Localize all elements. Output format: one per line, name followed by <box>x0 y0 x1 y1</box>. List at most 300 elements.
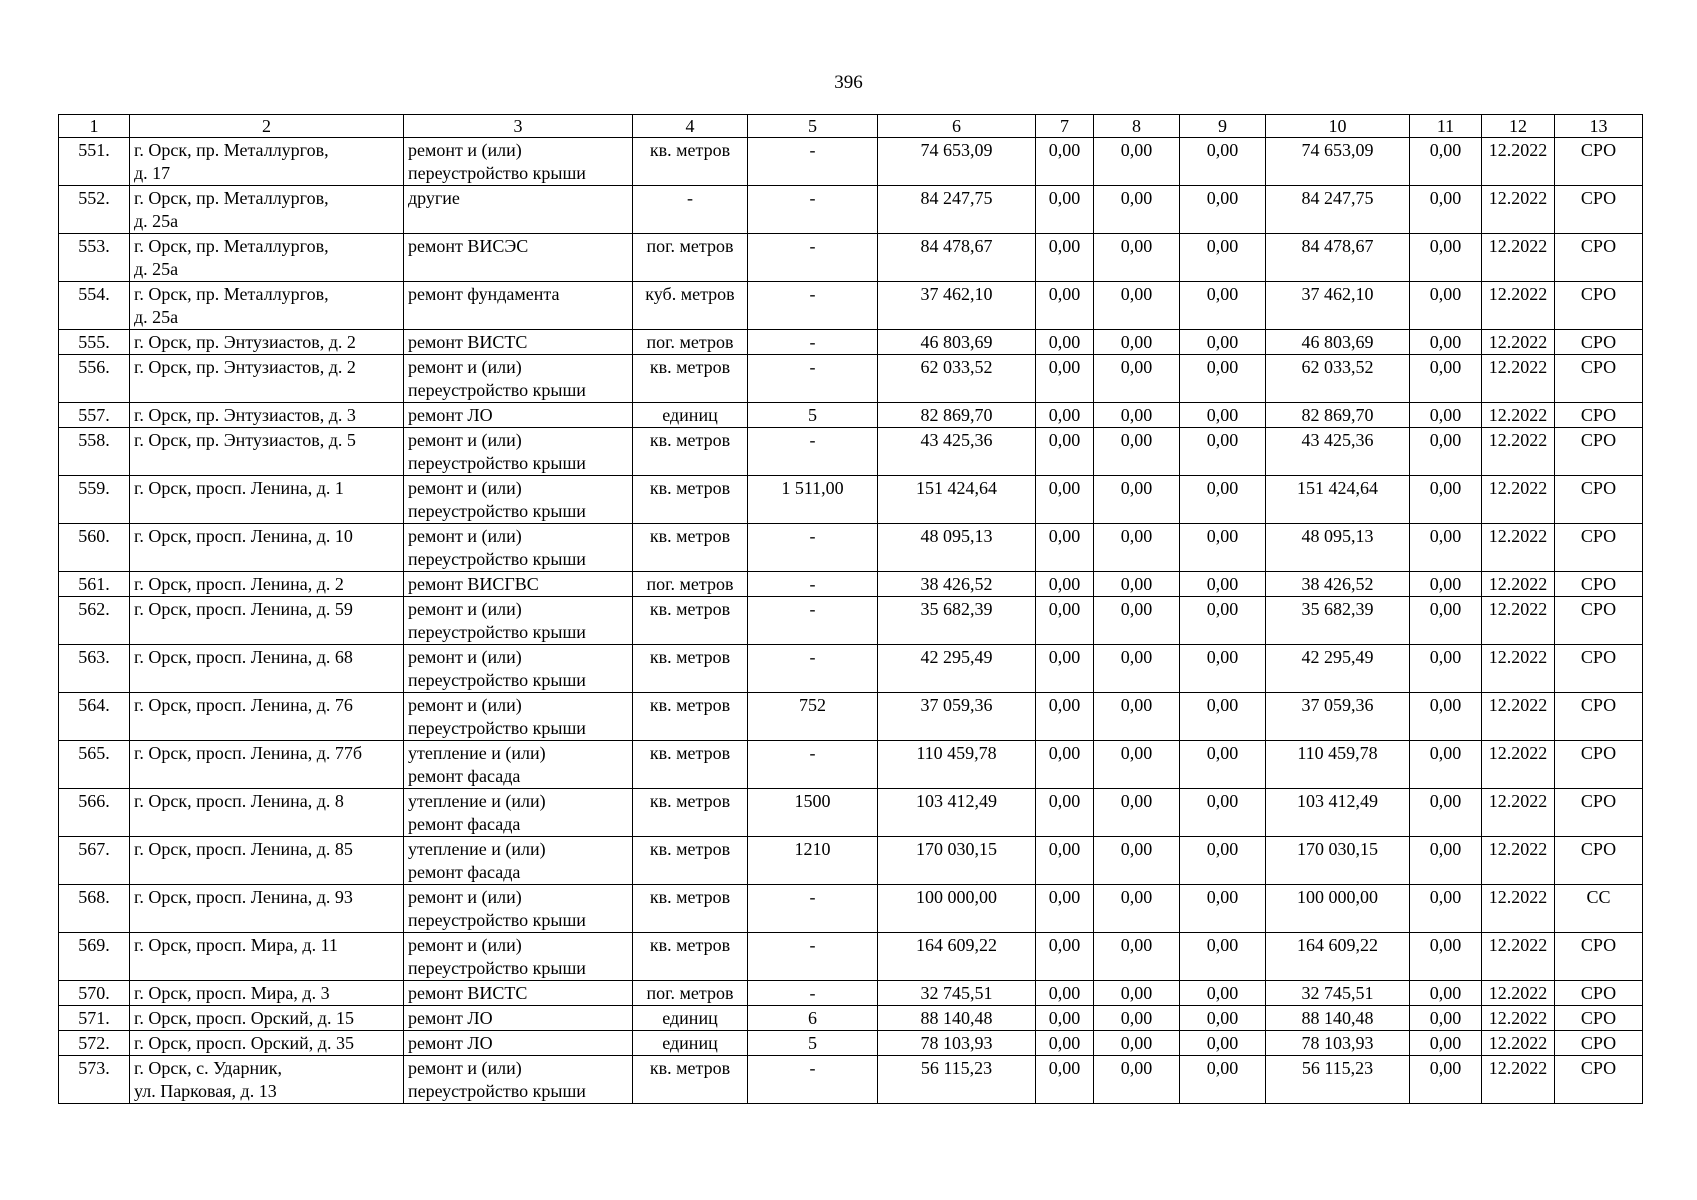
fund-source-cell <box>1180 572 1266 597</box>
repair-registry-table <box>58 114 1643 1104</box>
fund-source-cell <box>1180 330 1266 355</box>
fund-source-cell-text: 0,00 <box>1120 430 1153 450</box>
table-row <box>59 572 1643 597</box>
fund-source-cell <box>1410 645 1482 693</box>
fund-type-cell <box>1555 1006 1643 1031</box>
fund-source-cell-text: 0,00 <box>1120 695 1153 715</box>
fund-source-cell-text: 84 247,75 <box>1301 188 1374 208</box>
fund-source-cell <box>1266 234 1410 282</box>
fund-type-cell-text: СРО <box>1580 599 1617 619</box>
fund-source-cell-text: 0,00 <box>1429 695 1462 715</box>
total-cost-cell-text: 82 869,70 <box>920 405 993 425</box>
fund-type-cell-text: СРО <box>1580 405 1617 425</box>
table-row <box>59 1056 1643 1104</box>
total-cost-cell-text: 74 653,09 <box>920 140 993 160</box>
fund-source-cell <box>1036 186 1094 234</box>
table-row <box>59 693 1643 741</box>
fund-source-cell-text: 0,00 <box>1429 599 1462 619</box>
fund-source-cell <box>1410 1031 1482 1056</box>
quantity-cell <box>748 837 878 885</box>
work-type-cell-text: ремонт и (или) переустройство крыши <box>408 526 586 569</box>
address-cell-text: г. Орск, пр. Энтузиастов, д. 3 <box>134 405 356 425</box>
unit-cell <box>633 138 748 186</box>
unit-cell-text: кв. метров <box>649 599 731 619</box>
page-number: 396 <box>834 72 863 93</box>
unit-cell-text: кв. метров <box>649 647 731 667</box>
address-cell-text: г. Орск, просп. Ленина, д. 93 <box>134 887 353 907</box>
row-number <box>59 524 130 572</box>
address-cell <box>130 1056 404 1104</box>
fund-source-cell-text: 0,00 <box>1429 791 1462 811</box>
deadline-cell-text: 12.2022 <box>1488 887 1548 907</box>
total-cost-cell-text: 78 103,93 <box>920 1033 993 1053</box>
unit-cell-text: кв. метров <box>649 839 731 859</box>
fund-type-cell <box>1555 693 1643 741</box>
work-type-cell <box>404 572 633 597</box>
total-cost-cell <box>878 597 1036 645</box>
address-cell <box>130 234 404 282</box>
total-cost-cell <box>878 1006 1036 1031</box>
unit-cell <box>633 1006 748 1031</box>
fund-source-cell <box>1036 693 1094 741</box>
fund-type-cell-text: СРО <box>1580 791 1617 811</box>
quantity-cell <box>748 645 878 693</box>
fund-source-cell-text: 0,00 <box>1120 405 1153 425</box>
deadline-cell <box>1482 645 1555 693</box>
fund-source-cell <box>1036 476 1094 524</box>
row-number-text: 555. <box>78 332 110 352</box>
fund-source-cell-text: 0,00 <box>1206 236 1239 256</box>
row-number <box>59 933 130 981</box>
fund-type-cell-text: СРО <box>1580 236 1617 256</box>
total-cost-cell <box>878 234 1036 282</box>
table-row <box>59 885 1643 933</box>
fund-source-cell <box>1266 885 1410 933</box>
address-cell <box>130 282 404 330</box>
fund-source-cell-text: 0,00 <box>1206 599 1239 619</box>
fund-source-cell-text: 0,00 <box>1048 236 1081 256</box>
table-row <box>59 789 1643 837</box>
row-number <box>59 234 130 282</box>
deadline-cell <box>1482 1006 1555 1031</box>
fund-source-cell <box>1036 1031 1094 1056</box>
deadline-cell <box>1482 789 1555 837</box>
unit-cell-text: кв. метров <box>649 478 731 498</box>
work-type-cell <box>404 933 633 981</box>
fund-source-cell-text: 0,00 <box>1120 791 1153 811</box>
column-number-header-row <box>59 115 1643 138</box>
unit-cell-text: кв. метров <box>649 791 731 811</box>
fund-source-cell <box>1094 789 1180 837</box>
total-cost-cell <box>878 1031 1036 1056</box>
row-number <box>59 403 130 428</box>
fund-source-cell <box>1036 234 1094 282</box>
fund-type-cell <box>1555 645 1643 693</box>
fund-source-cell-text: 0,00 <box>1048 405 1081 425</box>
fund-source-cell <box>1094 981 1180 1006</box>
fund-source-cell-text: 0,00 <box>1429 357 1462 377</box>
fund-source-cell <box>1094 885 1180 933</box>
address-cell <box>130 933 404 981</box>
total-cost-cell-text: 56 115,23 <box>920 1058 993 1078</box>
fund-type-cell-text: СРО <box>1580 574 1617 594</box>
fund-source-cell-text: 0,00 <box>1048 791 1081 811</box>
row-number-text: 551. <box>78 140 110 160</box>
table-row <box>59 403 1643 428</box>
row-number-text: 560. <box>78 526 110 546</box>
deadline-cell <box>1482 138 1555 186</box>
fund-source-cell <box>1180 476 1266 524</box>
fund-source-cell <box>1180 981 1266 1006</box>
fund-source-cell-text: 37 059,36 <box>1301 695 1374 715</box>
address-cell <box>130 693 404 741</box>
fund-type-cell <box>1555 1031 1643 1056</box>
fund-source-cell <box>1266 572 1410 597</box>
address-cell <box>130 138 404 186</box>
total-cost-cell <box>878 933 1036 981</box>
address-cell <box>130 572 404 597</box>
quantity-cell <box>748 282 878 330</box>
table-row <box>59 837 1643 885</box>
fund-source-cell <box>1094 428 1180 476</box>
fund-source-cell <box>1410 476 1482 524</box>
column-number-7: 7 <box>1036 115 1094 138</box>
deadline-cell <box>1482 885 1555 933</box>
deadline-cell-text: 12.2022 <box>1488 357 1548 377</box>
row-number-text: 566. <box>78 791 110 811</box>
unit-cell-text: кв. метров <box>649 1058 731 1078</box>
row-number-text: 570. <box>78 983 110 1003</box>
fund-type-cell <box>1555 355 1643 403</box>
fund-source-cell-text: 0,00 <box>1048 743 1081 763</box>
fund-source-cell-text: 0,00 <box>1048 983 1081 1003</box>
column-number-2: 2 <box>130 115 404 138</box>
quantity-cell <box>748 885 878 933</box>
work-type-cell-text: ремонт и (или) переустройство крыши <box>408 599 586 642</box>
fund-type-cell-text: СРО <box>1580 935 1617 955</box>
row-number-text: 564. <box>78 695 110 715</box>
fund-source-cell <box>1036 428 1094 476</box>
unit-cell <box>633 741 748 789</box>
fund-source-cell-text: 0,00 <box>1120 332 1153 352</box>
fund-source-cell <box>1410 403 1482 428</box>
row-number <box>59 645 130 693</box>
fund-source-cell <box>1180 1006 1266 1031</box>
fund-source-cell <box>1094 282 1180 330</box>
table-row <box>59 933 1643 981</box>
fund-source-cell <box>1266 837 1410 885</box>
fund-source-cell-text: 0,00 <box>1206 188 1239 208</box>
fund-source-cell <box>1036 572 1094 597</box>
fund-source-cell-text: 56 115,23 <box>1301 1058 1374 1078</box>
row-number-text: 573. <box>78 1058 110 1078</box>
work-type-cell-text: ремонт и (или) переустройство крыши <box>408 1058 586 1101</box>
deadline-cell-text: 12.2022 <box>1488 526 1548 546</box>
deadline-cell-text: 12.2022 <box>1488 839 1548 859</box>
fund-source-cell <box>1180 837 1266 885</box>
fund-source-cell-text: 74 653,09 <box>1301 140 1374 160</box>
address-cell <box>130 476 404 524</box>
fund-type-cell-text: СРО <box>1580 839 1617 859</box>
address-cell-text: г. Орск, просп. Мира, д. 11 <box>134 935 338 955</box>
unit-cell-text: куб. метров <box>645 284 735 304</box>
fund-source-cell-text: 0,00 <box>1206 839 1239 859</box>
address-cell <box>130 645 404 693</box>
fund-source-cell-text: 0,00 <box>1048 430 1081 450</box>
fund-source-cell-text: 0,00 <box>1048 478 1081 498</box>
fund-source-cell-text: 0,00 <box>1120 983 1153 1003</box>
fund-source-cell <box>1094 572 1180 597</box>
total-cost-cell <box>878 645 1036 693</box>
deadline-cell <box>1482 282 1555 330</box>
row-number <box>59 1031 130 1056</box>
fund-type-cell-text: СРО <box>1580 983 1617 1003</box>
deadline-cell-text: 12.2022 <box>1488 647 1548 667</box>
fund-source-cell-text: 0,00 <box>1120 743 1153 763</box>
quantity-cell <box>748 693 878 741</box>
deadline-cell-text: 12.2022 <box>1488 405 1548 425</box>
fund-source-cell <box>1036 282 1094 330</box>
row-number-text: 563. <box>78 647 110 667</box>
work-type-cell <box>404 355 633 403</box>
fund-source-cell <box>1094 693 1180 741</box>
quantity-cell <box>748 933 878 981</box>
deadline-cell <box>1482 1056 1555 1104</box>
total-cost-cell-text: 164 609,22 <box>916 935 997 955</box>
work-type-cell <box>404 1056 633 1104</box>
deadline-cell-text: 12.2022 <box>1488 284 1548 304</box>
address-cell-text: г. Орск, пр. Металлургов, д. 25а <box>134 188 329 231</box>
fund-source-cell-text: 48 095,13 <box>1301 526 1374 546</box>
fund-source-cell <box>1180 597 1266 645</box>
fund-source-cell <box>1094 403 1180 428</box>
deadline-cell <box>1482 981 1555 1006</box>
quantity-cell-text: - <box>809 188 816 208</box>
work-type-cell-text: ремонт и (или) переустройство крыши <box>408 478 586 521</box>
fund-source-cell <box>1410 933 1482 981</box>
unit-cell <box>633 282 748 330</box>
fund-source-cell <box>1180 428 1266 476</box>
fund-source-cell <box>1410 741 1482 789</box>
fund-source-cell <box>1036 1006 1094 1031</box>
fund-type-cell <box>1555 1056 1643 1104</box>
fund-type-cell-text: СРО <box>1580 743 1617 763</box>
fund-source-cell-text: 0,00 <box>1206 935 1239 955</box>
total-cost-cell-text: 48 095,13 <box>920 526 993 546</box>
fund-source-cell-text: 110 459,78 <box>1297 743 1378 763</box>
address-cell <box>130 330 404 355</box>
quantity-cell <box>748 403 878 428</box>
fund-type-cell <box>1555 789 1643 837</box>
fund-source-cell-text: 100 000,00 <box>1297 887 1378 907</box>
fund-source-cell <box>1410 330 1482 355</box>
fund-type-cell-text: СРО <box>1580 284 1617 304</box>
total-cost-cell <box>878 981 1036 1006</box>
fund-source-cell-text: 0,00 <box>1120 599 1153 619</box>
quantity-cell-text: - <box>809 526 816 546</box>
fund-source-cell <box>1180 693 1266 741</box>
fund-type-cell <box>1555 885 1643 933</box>
fund-type-cell-text: СРО <box>1580 1008 1617 1028</box>
column-number-6: 6 <box>878 115 1036 138</box>
deadline-cell-text: 12.2022 <box>1488 743 1548 763</box>
address-cell-text: г. Орск, просп. Орский, д. 35 <box>134 1033 354 1053</box>
unit-cell-text: кв. метров <box>649 887 731 907</box>
fund-source-cell <box>1094 524 1180 572</box>
row-number-text: 554. <box>78 284 110 304</box>
address-cell-text: г. Орск, просп. Ленина, д. 10 <box>134 526 353 546</box>
fund-source-cell <box>1410 981 1482 1006</box>
fund-type-cell <box>1555 234 1643 282</box>
deadline-cell <box>1482 234 1555 282</box>
table-row <box>59 428 1643 476</box>
unit-cell-text: единиц <box>662 1033 718 1053</box>
unit-cell <box>633 1031 748 1056</box>
quantity-cell <box>748 789 878 837</box>
fund-source-cell <box>1036 403 1094 428</box>
deadline-cell <box>1482 476 1555 524</box>
fund-source-cell-text: 164 609,22 <box>1297 935 1378 955</box>
fund-type-cell <box>1555 837 1643 885</box>
total-cost-cell <box>878 572 1036 597</box>
row-number-text: 565. <box>78 743 110 763</box>
row-number <box>59 1006 130 1031</box>
deadline-cell-text: 12.2022 <box>1488 935 1548 955</box>
work-type-cell-text: ремонт и (или) переустройство крыши <box>408 357 586 400</box>
fund-source-cell <box>1266 741 1410 789</box>
fund-source-cell-text: 0,00 <box>1120 140 1153 160</box>
total-cost-cell-text: 84 247,75 <box>920 188 993 208</box>
fund-source-cell <box>1094 186 1180 234</box>
fund-source-cell-text: 0,00 <box>1048 1008 1081 1028</box>
row-number <box>59 1056 130 1104</box>
column-number-10: 10 <box>1266 115 1410 138</box>
fund-source-cell <box>1266 524 1410 572</box>
unit-cell-text: кв. метров <box>649 935 731 955</box>
fund-source-cell <box>1180 282 1266 330</box>
fund-source-cell-text: 35 682,39 <box>1301 599 1374 619</box>
fund-source-cell <box>1094 355 1180 403</box>
unit-cell <box>633 186 748 234</box>
row-number-text: 561. <box>78 574 110 594</box>
fund-type-cell-text: СРО <box>1580 430 1617 450</box>
fund-source-cell <box>1036 885 1094 933</box>
work-type-cell <box>404 234 633 282</box>
total-cost-cell-text: 100 000,00 <box>916 887 997 907</box>
address-cell-text: г. Орск, пр. Энтузиастов, д. 2 <box>134 357 356 377</box>
fund-source-cell <box>1266 1056 1410 1104</box>
fund-source-cell-text: 0,00 <box>1206 1033 1239 1053</box>
fund-source-cell-text: 82 869,70 <box>1301 405 1374 425</box>
work-type-cell <box>404 741 633 789</box>
fund-source-cell <box>1036 981 1094 1006</box>
table-row <box>59 186 1643 234</box>
fund-source-cell-text: 0,00 <box>1120 526 1153 546</box>
fund-source-cell-text: 0,00 <box>1120 284 1153 304</box>
address-cell-text: г. Орск, пр. Энтузиастов, д. 5 <box>134 430 356 450</box>
fund-source-cell <box>1266 693 1410 741</box>
address-cell-text: г. Орск, с. Ударник, ул. Парковая, д. 13 <box>134 1058 282 1101</box>
fund-source-cell-text: 0,00 <box>1120 357 1153 377</box>
column-number-13: 13 <box>1555 115 1643 138</box>
fund-source-cell <box>1410 837 1482 885</box>
column-number-4: 4 <box>633 115 748 138</box>
fund-source-cell <box>1266 428 1410 476</box>
quantity-cell <box>748 524 878 572</box>
fund-source-cell <box>1410 138 1482 186</box>
unit-cell-text: - <box>687 188 693 208</box>
quantity-cell-text: - <box>809 140 816 160</box>
fund-source-cell-text: 84 478,67 <box>1301 236 1374 256</box>
fund-source-cell <box>1266 1031 1410 1056</box>
column-number-12: 12 <box>1482 115 1555 138</box>
fund-source-cell <box>1180 355 1266 403</box>
work-type-cell <box>404 1006 633 1031</box>
address-cell <box>130 1006 404 1031</box>
fund-source-cell-text: 78 103,93 <box>1301 1033 1374 1053</box>
fund-source-cell <box>1410 355 1482 403</box>
address-cell-text: г. Орск, просп. Мира, д. 3 <box>134 983 330 1003</box>
row-number <box>59 693 130 741</box>
table-row <box>59 1006 1643 1031</box>
unit-cell-text: кв. метров <box>649 526 731 546</box>
work-type-cell-text: ремонт ЛО <box>408 405 493 425</box>
fund-source-cell-text: 0,00 <box>1048 574 1081 594</box>
fund-source-cell-text: 0,00 <box>1206 647 1239 667</box>
fund-source-cell <box>1094 741 1180 789</box>
total-cost-cell <box>878 837 1036 885</box>
fund-source-cell <box>1094 476 1180 524</box>
table-row <box>59 741 1643 789</box>
address-cell <box>130 186 404 234</box>
unit-cell <box>633 789 748 837</box>
fund-source-cell-text: 0,00 <box>1048 599 1081 619</box>
row-number-text: 553. <box>78 236 110 256</box>
fund-source-cell <box>1410 572 1482 597</box>
fund-type-cell <box>1555 403 1643 428</box>
work-type-cell <box>404 1031 633 1056</box>
fund-source-cell <box>1410 789 1482 837</box>
table-row <box>59 476 1643 524</box>
deadline-cell <box>1482 597 1555 645</box>
table-row <box>59 597 1643 645</box>
fund-source-cell-text: 0,00 <box>1429 430 1462 450</box>
fund-source-cell-text: 0,00 <box>1048 188 1081 208</box>
column-number-11: 11 <box>1410 115 1482 138</box>
row-number <box>59 282 130 330</box>
fund-source-cell <box>1094 597 1180 645</box>
fund-type-cell-text: СРО <box>1580 478 1617 498</box>
fund-source-cell <box>1180 1031 1266 1056</box>
total-cost-cell <box>878 693 1036 741</box>
fund-source-cell <box>1094 234 1180 282</box>
quantity-cell-text: - <box>809 887 816 907</box>
fund-source-cell <box>1036 597 1094 645</box>
fund-source-cell-text: 0,00 <box>1120 188 1153 208</box>
address-cell <box>130 1031 404 1056</box>
fund-source-cell <box>1180 789 1266 837</box>
work-type-cell-text: ремонт и (или) переустройство крыши <box>408 695 586 738</box>
total-cost-cell <box>878 1056 1036 1104</box>
address-cell-text: г. Орск, просп. Ленина, д. 77б <box>134 743 363 763</box>
total-cost-cell <box>878 428 1036 476</box>
row-number-text: 562. <box>78 599 110 619</box>
fund-type-cell-text: СРО <box>1580 332 1617 352</box>
quantity-cell <box>748 330 878 355</box>
table-row <box>59 330 1643 355</box>
fund-type-cell <box>1555 282 1643 330</box>
work-type-cell <box>404 186 633 234</box>
